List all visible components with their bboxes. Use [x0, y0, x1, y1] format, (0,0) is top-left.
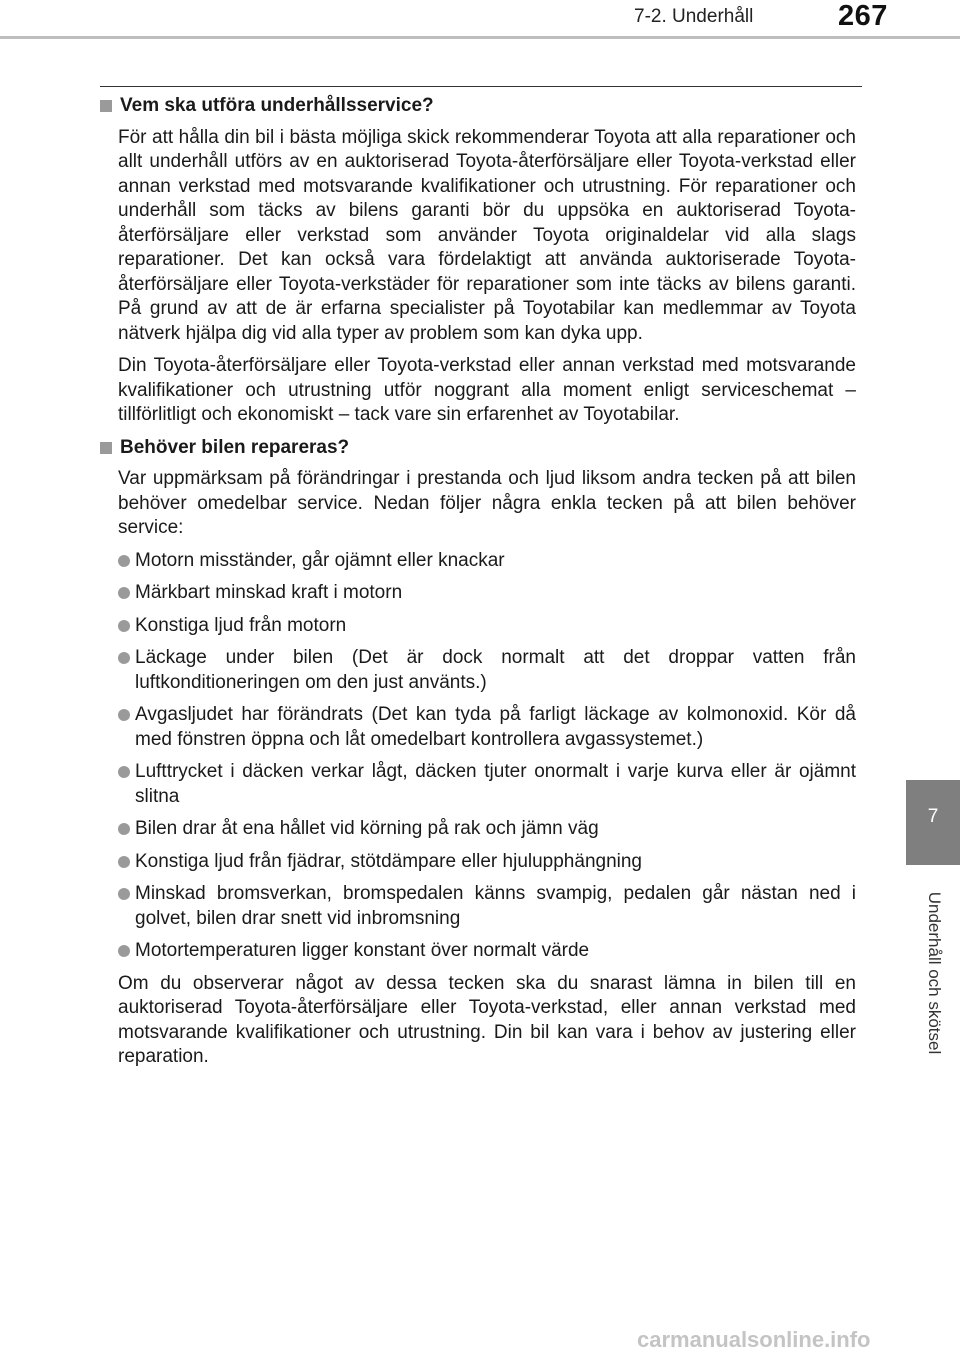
section-title: 7-2. Underhåll [634, 6, 754, 27]
page-content [96, 94, 856, 1078]
heading-text: Vem ska utföra underhållsservice? [120, 95, 434, 116]
list-item [118, 850, 856, 875]
round-bullet-icon [118, 620, 130, 632]
list-item [118, 817, 856, 842]
chapter-label [919, 878, 949, 1068]
round-bullet-icon [118, 709, 130, 721]
round-bullet-icon [118, 888, 130, 900]
section-heading [96, 436, 856, 461]
list-item-text: Märkbart minskad kraft i motorn [135, 582, 403, 603]
round-bullet-icon [118, 587, 130, 599]
list-item [118, 646, 856, 695]
round-bullet-icon [118, 652, 130, 664]
list-item [118, 703, 856, 752]
round-bullet-icon [118, 555, 130, 567]
list-item-text: Bilen drar åt ena hållet vid körning på rak och jämn väg [135, 818, 599, 839]
list-item-text: Läckage under bilen (Det är dock normalt att det droppar vatten från luftkonditioneringen om den just använts.) [135, 647, 856, 693]
list-item [118, 939, 856, 964]
content-divider [100, 86, 862, 87]
chapter-tab[interactable] [906, 780, 960, 865]
list-item-text: Motorn misständer, går ojämnt eller knackar [135, 549, 505, 571]
list-item [118, 882, 856, 931]
square-bullet-icon [100, 100, 112, 112]
paragraph: Om du observerar något av dessa tecken ska du snarast lämna in bilen till en auktoriserad Toyota-återförsäljare eller Toyota-verkstad, eller annan verkstad med motsvarande kvalifikationer och utrustning. Din bil kan vara i behov av justering eller reparation. [118, 972, 856, 1067]
list-item-text: Konstiga ljud från motorn [135, 614, 347, 636]
round-bullet-icon [118, 856, 130, 868]
page-number: 267 [838, 0, 888, 32]
chapter-label-text: Underhåll och skötsel [925, 891, 944, 1055]
list-item [118, 581, 856, 606]
list-item-text: Avgasljudet har förändrats (Det kan tyda på farligt läckage av kolmonoxid. Kör då med fönstren öppna och låt omedelbart kontrollera avgassystemet.) [135, 704, 856, 750]
section-heading [96, 94, 856, 119]
watermark: carmanualsonline.info [637, 1327, 871, 1352]
list-item [118, 549, 856, 574]
list-item [118, 760, 856, 809]
paragraph: Var uppmärksam på förändringar i prestanda och ljud liksom andra tecken på att bilen behöver omedelbar service. Nedan följer några enkla tecken på att bilen behöver service: [118, 468, 856, 538]
header-divider [0, 36, 960, 39]
heading-text: Behöver bilen repareras? [120, 436, 350, 458]
round-bullet-icon [118, 766, 130, 778]
list-item-text: Lufttrycket i däcken verkar lågt, däcken tjuter onormalt i varje kurva eller är ojämnt slitna [135, 761, 856, 807]
list-item-text: Minskad bromsverkan, bromspedalen känns svampig, pedalen går nästan ned i golvet, bilen drar snett vid inbromsning [135, 883, 856, 929]
paragraph: Din Toyota-återförsäljare eller Toyota-verkstad eller annan verkstad med motsvarande kvalifikationer och utrustning utför noggrant alla moment enligt serviceschemat – tillförlitligt och ekonomiskt – tack vare sin erfarenhet av Toyotabilar. [118, 355, 856, 425]
chapter-number: 7 [927, 806, 939, 827]
round-bullet-icon [118, 945, 130, 957]
round-bullet-icon [118, 823, 130, 835]
paragraph: För att hålla din bil i bästa möjliga skick rekommenderar Toyota att alla reparationer och allt underhåll utförs av en auktoriserad Toyota-återförsäljare eller Toyota-verkstad eller annan verkstad med motsvarande kvalifikationer och utrustning. För reparationer och underhåll som täcks av bilens garanti bör du uppsöka en auktoriserad Toyota-återförsäljare eller verkstad som använder Toyota originaldelar vid alla slags reparationer. Det kan också vara fördelaktigt att använda auktoriserade Toyota-återförsäljare eller Toyota-verkstäder för reparationer som inte täcks av bilens garanti. På grund av att de är erfarna specialister på Toyotabilar kan medlemmar av Toyota nätverk hjälpa dig vid alla typer av problem som kan dyka upp. [118, 126, 856, 344]
list-item-text: Motortemperaturen ligger konstant över normalt värde [135, 940, 590, 961]
list-item [118, 614, 856, 639]
square-bullet-icon [100, 442, 112, 454]
list-item-text: Konstiga ljud från fjädrar, stötdämpare eller hjulupphängning [135, 850, 642, 872]
page-header [0, 0, 960, 38]
